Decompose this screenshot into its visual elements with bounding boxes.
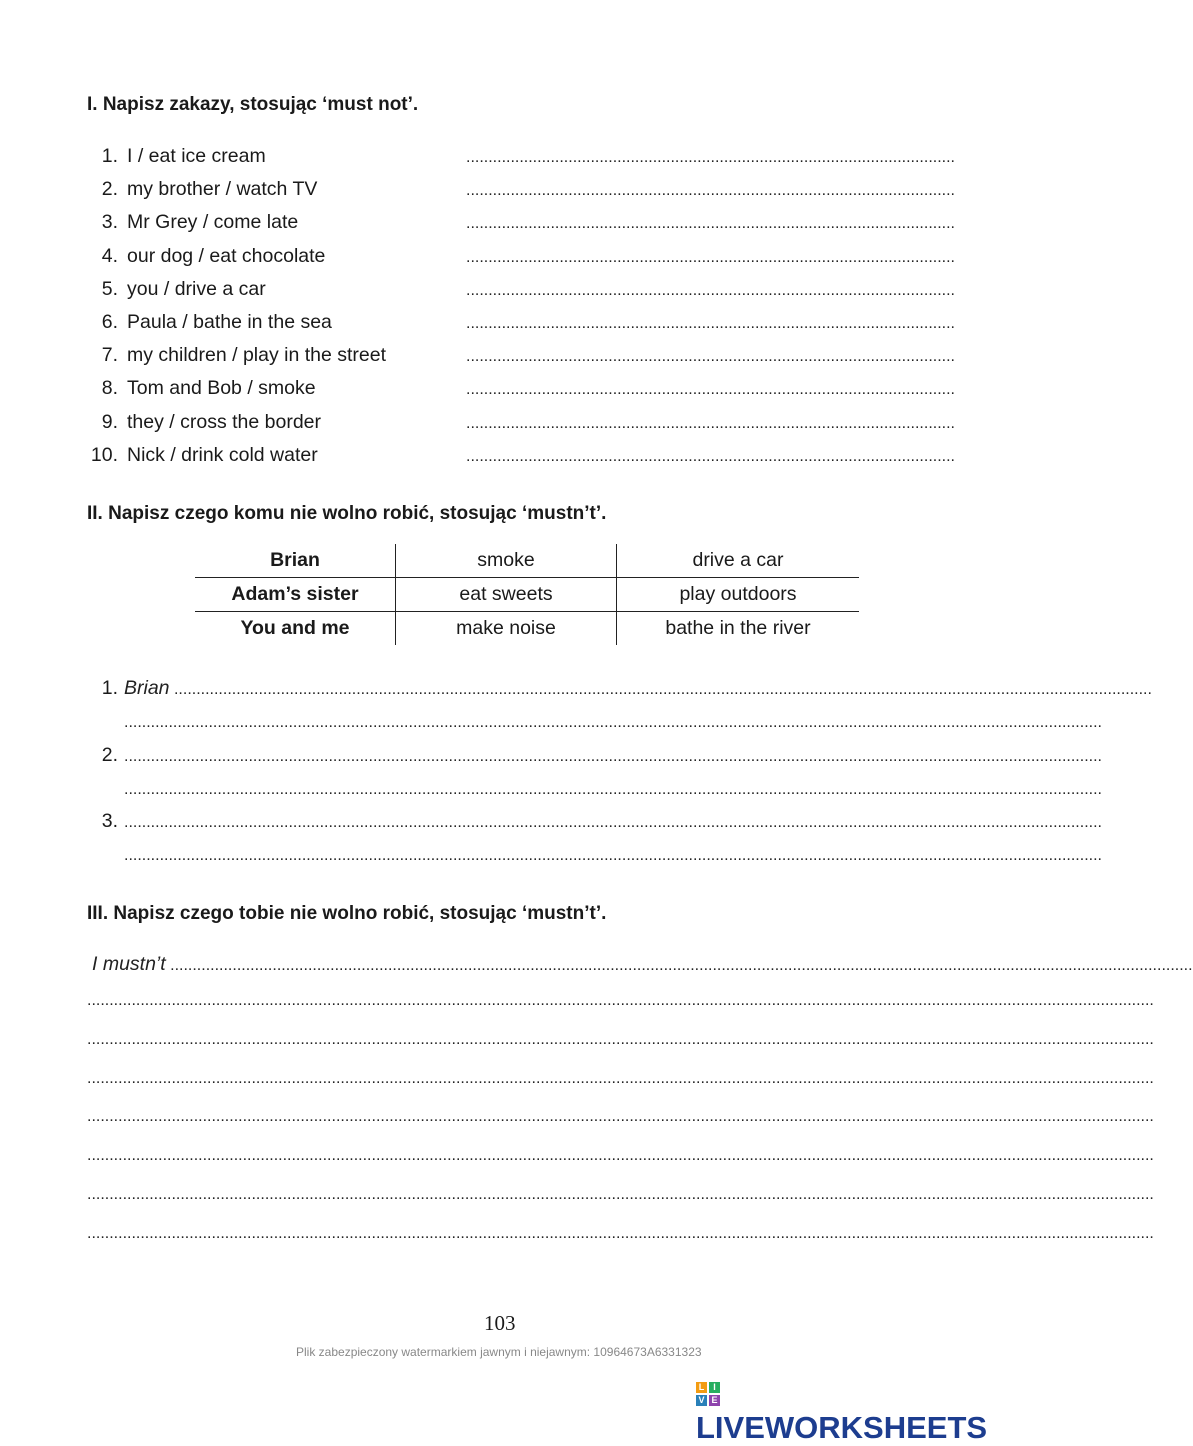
answer-field[interactable]: ................................................................................................................................................................................................................................................ [87, 1147, 1154, 1165]
item-number: 2. [101, 178, 118, 201]
item-number: 9. [101, 410, 118, 433]
table-row [195, 578, 859, 612]
exercise-item [84, 377, 955, 403]
item-prompt: Paula / bathe in the sea [127, 311, 332, 333]
exercise-item [84, 145, 955, 171]
item-number: 3. [101, 211, 118, 234]
item-prompt: my brother / watch TV [127, 178, 318, 201]
answer-field[interactable]: ................................................................................................................................................................................................................................................ [87, 1224, 1154, 1242]
exercise-item [84, 311, 955, 337]
table-cell-activity: smoke [396, 544, 617, 578]
answer-field[interactable]: .............................................................................................................. [466, 447, 955, 465]
liveworksheets-logo-icon [696, 1382, 720, 1406]
item-number: 4. [101, 244, 118, 267]
table-cell-person: Brian [195, 544, 396, 578]
logo-icon-letter: L [696, 1382, 707, 1393]
item-prompt: our dog / eat chocolate [127, 244, 326, 267]
item-number: 1. [101, 145, 118, 167]
exercise-item [84, 443, 955, 470]
answer-field[interactable]: ............................................................................................................................................................................................................................ [124, 814, 1102, 831]
watermark-text: Plik zabezpieczony watermarkiem jawnym i niejawnym: 10964673A6331323 [296, 1345, 702, 1359]
answer-field[interactable]: .............................................................................................................. [466, 381, 955, 399]
item-prompt: Mr Grey / come late [127, 211, 299, 234]
item-number: 7. [101, 344, 118, 367]
table-cell-activity: bathe in the river [665, 617, 811, 639]
answer-field[interactable]: ................................................................................................................................................................................................................................................ [87, 1108, 1154, 1126]
answer-field[interactable]: .............................................................................................................. [466, 182, 955, 200]
item-prompt: they / cross the border [127, 410, 322, 433]
logo-icon-letter: E [709, 1395, 720, 1406]
answer-field[interactable]: .............................................................................................................. [466, 348, 955, 366]
answer-field[interactable]: ............................................................................................................................................................................................................................ [124, 747, 1102, 765]
answer-number: 2. [101, 743, 118, 766]
item-prompt: you / drive a car [127, 277, 266, 300]
item-number: 5. [101, 277, 118, 300]
answer-number: 1. [101, 677, 118, 699]
answer-prefix: Brian [124, 677, 170, 699]
logo-icon-letter: I [709, 1382, 720, 1393]
table-cell-activity: eat sweets [396, 578, 617, 612]
answer-field[interactable]: Brian ............................................................................................................................................................................................................................ [124, 677, 1152, 699]
answer-field[interactable]: .............................................................................................................. [466, 215, 955, 233]
section-3-heading: III. Napisz czego tobie nie wolno robić, stosując ‘mustn’t’. [87, 903, 607, 924]
item-prompt: my children / play in the street [127, 344, 387, 367]
table-row [195, 544, 859, 578]
answer-field[interactable]: I mustn’t ...................................................................................................................................................................................................................................... [92, 953, 1193, 975]
table-cell-person: You and me [195, 612, 396, 646]
logo-icon-letter: V [696, 1395, 707, 1406]
exercise-item [84, 211, 955, 237]
item-number: 6. [101, 311, 118, 333]
answer-number: 3. [101, 810, 118, 832]
answer-field[interactable]: ............................................................................................................................................................................................................................ [124, 847, 1102, 864]
item-prompt: I / eat ice cream [127, 145, 266, 167]
answer-field[interactable]: .............................................................................................................. [466, 281, 955, 299]
exercise-item [84, 277, 955, 304]
brand-name: LIVEWORKSHEETS [696, 1410, 988, 1445]
page-number: 103 [484, 1311, 516, 1335]
table-cell-person: Adam’s sister [195, 578, 396, 612]
item-number: 8. [101, 377, 118, 400]
exercise-item [84, 410, 955, 437]
liveworksheets-logo [696, 1374, 1000, 1446]
answer-field[interactable]: ................................................................................................................................................................................................................................................ [87, 1069, 1154, 1087]
table-cell-activity: make noise [396, 612, 617, 646]
exercise-item [84, 344, 955, 370]
table-cell-activity: drive a car [617, 544, 860, 578]
answer-field[interactable]: .............................................................................................................. [466, 149, 955, 166]
item-prompt: Tom and Bob / smoke [127, 377, 316, 400]
answer-field[interactable]: ............................................................................................................................................................................................................................ [124, 714, 1102, 731]
answer-field[interactable]: .............................................................................................................. [466, 248, 955, 266]
answer-field[interactable]: .............................................................................................................. [466, 315, 955, 332]
answer-field[interactable]: ................................................................................................................................................................................................................................................ [87, 1030, 1154, 1048]
item-prompt: Nick / drink cold water [127, 443, 318, 466]
exercise-item [84, 244, 955, 271]
answer-field[interactable]: ............................................................................................................................................................................................................................ [124, 780, 1102, 798]
table-cell-activity: play outdoors [617, 578, 860, 612]
table-row [195, 612, 859, 646]
answer-field[interactable]: .............................................................................................................. [466, 414, 955, 432]
exercise-item [84, 178, 955, 204]
item-number: 10. [90, 443, 118, 466]
answer-field[interactable]: ................................................................................................................................................................................................................................................ [87, 1186, 1154, 1203]
answer-prefix: I mustn’t [92, 953, 166, 975]
section-1-heading: I. Napisz zakazy, stosując ‘must not’. [87, 94, 419, 115]
section-2-heading: II. Napisz czego komu nie wolno robić, stosując ‘mustn’t’. [87, 503, 607, 524]
prohibitions-table [195, 544, 859, 645]
answer-field[interactable]: ................................................................................................................................................................................................................................................ [87, 992, 1154, 1009]
